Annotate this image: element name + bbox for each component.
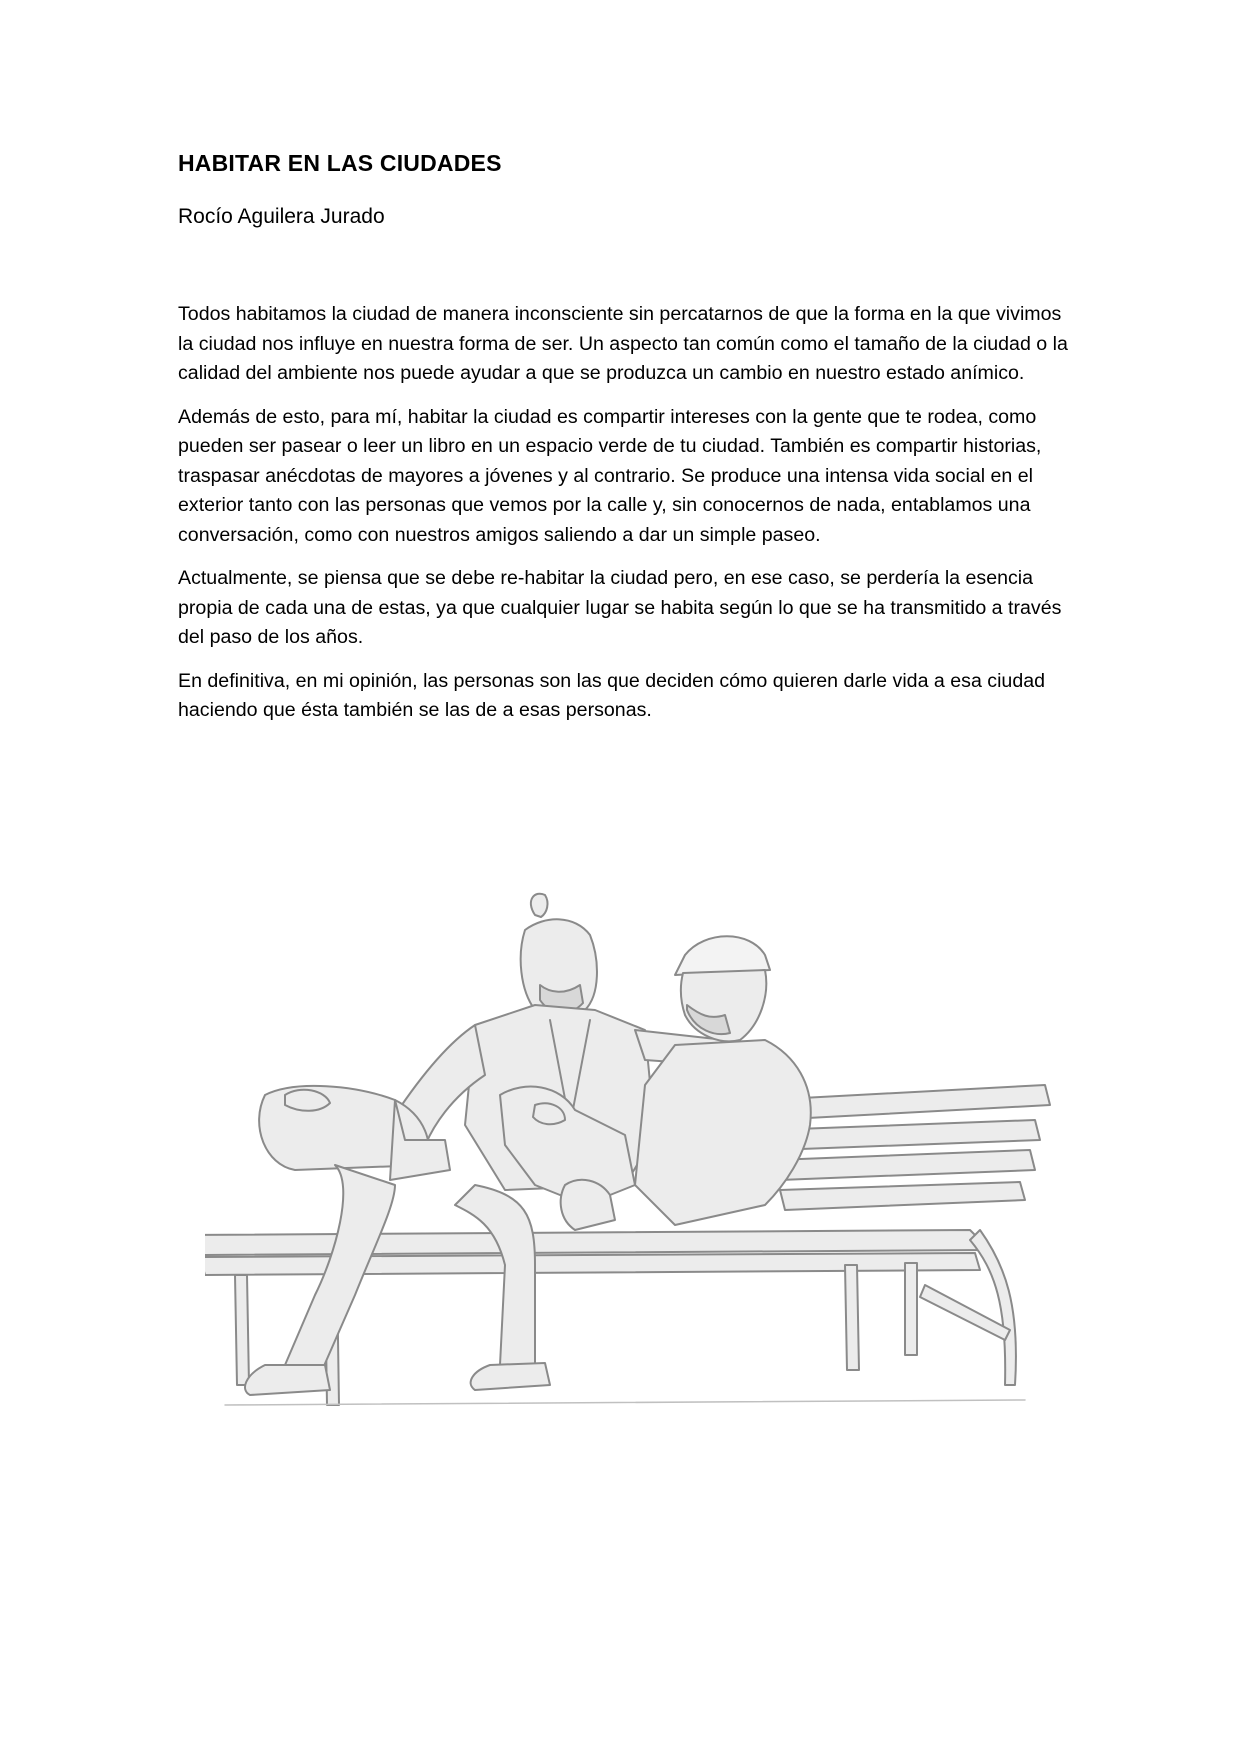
document-author: Rocío Aguilera Jurado — [178, 205, 385, 228]
bench-seat — [205, 1230, 990, 1275]
paragraph: En definitiva, en mi opinión, las personas son las que deciden cómo quieren darle vida a esa ciudad haciendo que ésta también se las de a esas personas. — [178, 669, 1046, 721]
paragraph: Todos habitamos la ciudad de manera inconsciente sin percatarnos de que la forma en la que vivimos la ciudad nos influye en nuestra forma de ser. Un aspecto tan común como el tamaño de la ciudad o la calidad del ambiente nos puede ayudar a que se produzca un cambio en nuestro estado anímico. — [178, 303, 1068, 384]
document-body — [178, 300, 1068, 740]
paragraph: Además de esto, para mí, habitar la ciudad es compartir intereses con la gente que te rodea, como pueden ser pasear o leer un libro en un espacio verde de tu ciudad. También es compartir historias, traspasar anécdotas de mayores a jóvenes y al contrario. Se produce una intensa vida social en el exterior tanto con las personas que vemos por la calle y, sin conocernos de nada, entablamos una conversación, como con nuestros amigos saliendo a dar un simple paseo. — [178, 405, 1042, 546]
document-title: HABITAR EN LAS CIUDADES — [178, 150, 502, 176]
paragraph: Actualmente, se piensa que se debe re-habitar la ciudad pero, en ese caso, se perdería la esencia propia de cada una de estas, ya que cualquier lugar se habita según lo que se ha transmitido a través del paso de los años. — [178, 567, 1062, 648]
bench-illustration — [205, 885, 1055, 1535]
